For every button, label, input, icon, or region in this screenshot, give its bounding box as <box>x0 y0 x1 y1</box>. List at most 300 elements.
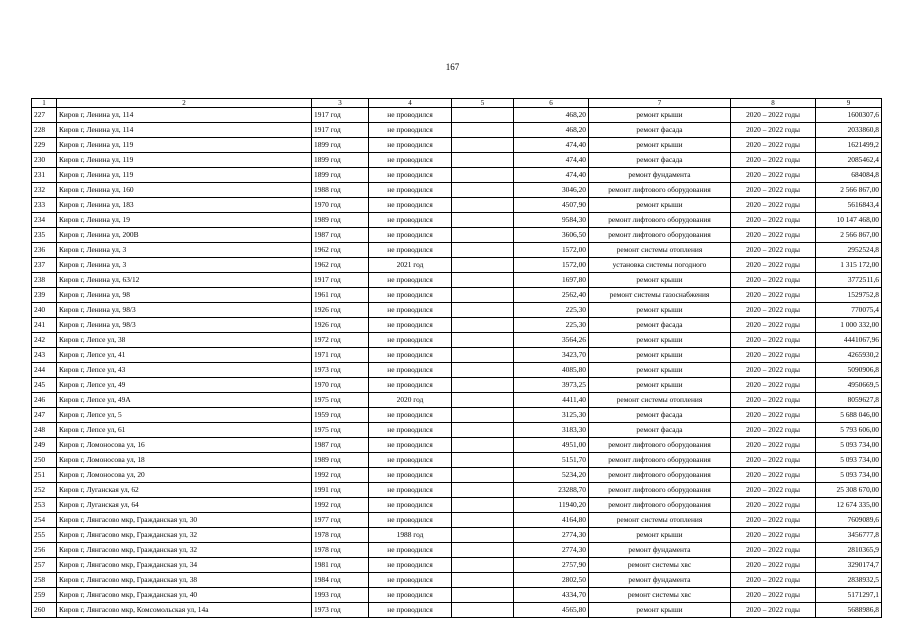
cell-last-repair-year: не проводился <box>369 303 452 318</box>
cell-area: 9584,30 <box>514 213 589 228</box>
cell-work-type: ремонт системы отопления <box>589 513 731 528</box>
cell-area: 4411,40 <box>514 393 589 408</box>
cell-address: Киров г, Ломоносова ул, 16 <box>57 438 312 453</box>
cell-empty-col <box>452 423 514 438</box>
cell-period: 2020 – 2022 годы <box>731 588 816 603</box>
cell-period: 2020 – 2022 годы <box>731 498 816 513</box>
cell-period: 2020 – 2022 годы <box>731 558 816 573</box>
cell-cost: 4441067,96 <box>816 333 882 348</box>
cell-period: 2020 – 2022 годы <box>731 393 816 408</box>
cell-last-repair-year: не проводился <box>369 588 452 603</box>
cell-address: Киров г, Ленина ул, 98/3 <box>57 318 312 333</box>
cell-address: Киров г, Ленина ул, 98/3 <box>57 303 312 318</box>
cell-build-year: 1984 год <box>312 573 369 588</box>
cell-build-year: 1899 год <box>312 153 369 168</box>
cell-empty-col <box>452 108 514 123</box>
cell-cost: 1 315 172,00 <box>816 258 882 273</box>
cell-last-repair-year: 2020 год <box>369 393 452 408</box>
cell-address: Киров г, Ломоносова ул, 20 <box>57 468 312 483</box>
cell-build-year: 1917 год <box>312 123 369 138</box>
table-row <box>32 528 882 543</box>
table-row <box>32 558 882 573</box>
cell-last-repair-year: не проводился <box>369 603 452 618</box>
cell-last-repair-year: не проводился <box>369 138 452 153</box>
cell-last-repair-year: не проводился <box>369 378 452 393</box>
cell-empty-col <box>452 573 514 588</box>
cell-empty-col <box>452 453 514 468</box>
cell-period: 2020 – 2022 годы <box>731 543 816 558</box>
cell-work-type: ремонт крыши <box>589 378 731 393</box>
cell-build-year: 1899 год <box>312 138 369 153</box>
cell-build-year: 1970 год <box>312 378 369 393</box>
cell-work-type: ремонт фасада <box>589 423 731 438</box>
cell-empty-col <box>452 468 514 483</box>
cell-period: 2020 – 2022 годы <box>731 408 816 423</box>
cell-area: 4507,90 <box>514 198 589 213</box>
cell-cost: 684084,8 <box>816 168 882 183</box>
cell-address: Киров г, Ленина ул, 200В <box>57 228 312 243</box>
cell-empty-col <box>452 153 514 168</box>
cell-area: 2774,30 <box>514 543 589 558</box>
cell-row-number: 228 <box>32 123 57 138</box>
cell-cost: 2838932,5 <box>816 573 882 588</box>
cell-area: 3423,70 <box>514 348 589 363</box>
cell-row-number: 238 <box>32 273 57 288</box>
cell-row-number: 234 <box>32 213 57 228</box>
cell-work-type: ремонт лифтового оборудования <box>589 498 731 513</box>
table-row <box>32 363 882 378</box>
table-row <box>32 183 882 198</box>
table-row <box>32 333 882 348</box>
cell-last-repair-year: не проводился <box>369 408 452 423</box>
cell-cost: 2810365,9 <box>816 543 882 558</box>
cell-cost: 5 093 734,00 <box>816 438 882 453</box>
cell-last-repair-year: не проводился <box>369 288 452 303</box>
cell-build-year: 1991 год <box>312 483 369 498</box>
table-row <box>32 108 882 123</box>
cell-row-number: 242 <box>32 333 57 348</box>
column-header-2: 2 <box>57 99 312 108</box>
cell-address: Киров г, Ленина ул, 63/12 <box>57 273 312 288</box>
table-row <box>32 513 882 528</box>
cell-work-type: ремонт системы хвс <box>589 588 731 603</box>
cell-cost: 4950669,5 <box>816 378 882 393</box>
cell-build-year: 1917 год <box>312 273 369 288</box>
cell-area: 1697,80 <box>514 273 589 288</box>
cell-address: Киров г, Ленина ул, 119 <box>57 168 312 183</box>
cell-build-year: 1993 год <box>312 588 369 603</box>
cell-row-number: 231 <box>32 168 57 183</box>
page-number: 167 <box>445 62 460 72</box>
cell-build-year: 1989 год <box>312 213 369 228</box>
cell-work-type: ремонт крыши <box>589 108 731 123</box>
cell-area: 468,20 <box>514 123 589 138</box>
cell-work-type: ремонт фасада <box>589 123 731 138</box>
cell-work-type: ремонт системы отопления <box>589 243 731 258</box>
cell-empty-col <box>452 513 514 528</box>
cell-row-number: 253 <box>32 498 57 513</box>
cell-row-number: 256 <box>32 543 57 558</box>
cell-last-repair-year: не проводился <box>369 558 452 573</box>
cell-empty-col <box>452 258 514 273</box>
column-header-3: 3 <box>312 99 369 108</box>
cell-last-repair-year: не проводился <box>369 333 452 348</box>
table-row <box>32 198 882 213</box>
cell-area: 3046,20 <box>514 183 589 198</box>
cell-area: 474,40 <box>514 168 589 183</box>
cell-build-year: 1899 год <box>312 168 369 183</box>
cell-cost: 5 688 046,00 <box>816 408 882 423</box>
cell-period: 2020 – 2022 годы <box>731 213 816 228</box>
table-row <box>32 423 882 438</box>
cell-last-repair-year: 2021 год <box>369 258 452 273</box>
cell-cost: 1600307,6 <box>816 108 882 123</box>
cell-row-number: 240 <box>32 303 57 318</box>
cell-last-repair-year: не проводился <box>369 228 452 243</box>
cell-work-type: установка системы погодного <box>589 258 731 273</box>
table-row <box>32 348 882 363</box>
registry-table <box>31 98 882 618</box>
cell-address: Киров г, Лянгасово мкр, Гражданская ул, 38 <box>57 573 312 588</box>
cell-address: Киров г, Лепсе ул, 41 <box>57 348 312 363</box>
cell-build-year: 1962 год <box>312 243 369 258</box>
cell-address: Киров г, Ленина ул, 114 <box>57 123 312 138</box>
cell-empty-col <box>452 213 514 228</box>
cell-work-type: ремонт фундамента <box>589 168 731 183</box>
cell-empty-col <box>452 438 514 453</box>
cell-address: Киров г, Лепсе ул, 5 <box>57 408 312 423</box>
cell-work-type: ремонт крыши <box>589 333 731 348</box>
cell-row-number: 244 <box>32 363 57 378</box>
column-header-8: 8 <box>731 99 816 108</box>
cell-last-repair-year: не проводился <box>369 573 452 588</box>
cell-build-year: 1987 год <box>312 228 369 243</box>
cell-address: Киров г, Ленина ул, 19 <box>57 213 312 228</box>
cell-address: Киров г, Лепсе ул, 49 <box>57 378 312 393</box>
cell-row-number: 236 <box>32 243 57 258</box>
cell-work-type: ремонт системы отопления <box>589 393 731 408</box>
cell-area: 474,40 <box>514 138 589 153</box>
cell-row-number: 239 <box>32 288 57 303</box>
cell-empty-col <box>452 528 514 543</box>
cell-last-repair-year: не проводился <box>369 348 452 363</box>
cell-work-type: ремонт лифтового оборудования <box>589 183 731 198</box>
cell-period: 2020 – 2022 годы <box>731 573 816 588</box>
cell-period: 2020 – 2022 годы <box>731 603 816 618</box>
table-row <box>32 213 882 228</box>
cell-area: 2562,40 <box>514 288 589 303</box>
cell-row-number: 229 <box>32 138 57 153</box>
cell-row-number: 257 <box>32 558 57 573</box>
cell-empty-col <box>452 318 514 333</box>
cell-cost: 3772511,6 <box>816 273 882 288</box>
table-row <box>32 453 882 468</box>
cell-last-repair-year: не проводился <box>369 498 452 513</box>
cell-period: 2020 – 2022 годы <box>731 198 816 213</box>
cell-cost: 2 566 867,00 <box>816 228 882 243</box>
cell-empty-col <box>452 588 514 603</box>
cell-work-type: ремонт лифтового оборудования <box>589 228 731 243</box>
cell-build-year: 1981 год <box>312 558 369 573</box>
cell-cost: 2 566 867,00 <box>816 183 882 198</box>
cell-period: 2020 – 2022 годы <box>731 483 816 498</box>
cell-period: 2020 – 2022 годы <box>731 423 816 438</box>
table-row <box>32 168 882 183</box>
cell-address: Киров г, Лянгасово мкр, Гражданская ул, 40 <box>57 588 312 603</box>
cell-build-year: 1959 год <box>312 408 369 423</box>
cell-address: Киров г, Ленина ул, 3 <box>57 243 312 258</box>
cell-address: Киров г, Лепсе ул, 43 <box>57 363 312 378</box>
cell-work-type: ремонт фасада <box>589 153 731 168</box>
cell-work-type: ремонт лифтового оборудования <box>589 483 731 498</box>
cell-area: 474,40 <box>514 153 589 168</box>
column-header-6: 6 <box>514 99 589 108</box>
table-row <box>32 588 882 603</box>
cell-address: Киров г, Лепсе ул, 38 <box>57 333 312 348</box>
cell-build-year: 1989 год <box>312 453 369 468</box>
cell-empty-col <box>452 393 514 408</box>
cell-build-year: 1975 год <box>312 393 369 408</box>
cell-address: Киров г, Лянгасово мкр, Гражданская ул, 34 <box>57 558 312 573</box>
cell-cost: 3290174,7 <box>816 558 882 573</box>
cell-cost: 1621499,2 <box>816 138 882 153</box>
cell-address: Киров г, Луганская ул, 64 <box>57 498 312 513</box>
cell-period: 2020 – 2022 годы <box>731 138 816 153</box>
column-header-4: 4 <box>369 99 452 108</box>
cell-work-type: ремонт лифтового оборудования <box>589 213 731 228</box>
cell-cost: 5 093 734,00 <box>816 468 882 483</box>
cell-cost: 770075,4 <box>816 303 882 318</box>
cell-row-number: 260 <box>32 603 57 618</box>
cell-area: 225,30 <box>514 318 589 333</box>
cell-work-type: ремонт крыши <box>589 363 731 378</box>
cell-row-number: 258 <box>32 573 57 588</box>
cell-work-type: ремонт системы газоснабжения <box>589 288 731 303</box>
cell-address: Киров г, Ленина ул, 98 <box>57 288 312 303</box>
cell-period: 2020 – 2022 годы <box>731 513 816 528</box>
cell-last-repair-year: не проводился <box>369 123 452 138</box>
cell-empty-col <box>452 198 514 213</box>
cell-last-repair-year: не проводился <box>369 198 452 213</box>
cell-period: 2020 – 2022 годы <box>731 348 816 363</box>
cell-last-repair-year: не проводился <box>369 153 452 168</box>
cell-address: Киров г, Лянгасово мкр, Гражданская ул, 32 <box>57 528 312 543</box>
cell-period: 2020 – 2022 годы <box>731 153 816 168</box>
table-row <box>32 603 882 618</box>
cell-cost: 1 000 332,00 <box>816 318 882 333</box>
cell-row-number: 227 <box>32 108 57 123</box>
cell-empty-col <box>452 408 514 423</box>
cell-build-year: 1962 год <box>312 258 369 273</box>
cell-period: 2020 – 2022 годы <box>731 528 816 543</box>
cell-build-year: 1978 год <box>312 543 369 558</box>
cell-work-type: ремонт лифтового оборудования <box>589 453 731 468</box>
cell-address: Киров г, Лянгасово мкр, Гражданская ул, 32 <box>57 543 312 558</box>
cell-row-number: 230 <box>32 153 57 168</box>
cell-work-type: ремонт крыши <box>589 303 731 318</box>
table-row <box>32 543 882 558</box>
cell-area: 4951,00 <box>514 438 589 453</box>
cell-address: Киров г, Ленина ул, 119 <box>57 138 312 153</box>
cell-cost: 4265930,2 <box>816 348 882 363</box>
cell-row-number: 254 <box>32 513 57 528</box>
cell-last-repair-year: не проводился <box>369 213 452 228</box>
cell-row-number: 252 <box>32 483 57 498</box>
cell-cost: 5 793 606,00 <box>816 423 882 438</box>
cell-area: 3564,26 <box>514 333 589 348</box>
cell-empty-col <box>452 273 514 288</box>
cell-row-number: 241 <box>32 318 57 333</box>
cell-address: Киров г, Ленина ул, 119 <box>57 153 312 168</box>
cell-address: Киров г, Ленина ул, 183 <box>57 198 312 213</box>
cell-area: 2774,30 <box>514 528 589 543</box>
cell-period: 2020 – 2022 годы <box>731 468 816 483</box>
table-row <box>32 153 882 168</box>
cell-empty-col <box>452 303 514 318</box>
cell-last-repair-year: не проводился <box>369 183 452 198</box>
cell-period: 2020 – 2022 годы <box>731 243 816 258</box>
cell-area: 4164,80 <box>514 513 589 528</box>
cell-work-type: ремонт крыши <box>589 348 731 363</box>
cell-work-type: ремонт крыши <box>589 273 731 288</box>
cell-cost: 5 093 734,00 <box>816 453 882 468</box>
cell-work-type: ремонт лифтового оборудования <box>589 468 731 483</box>
cell-row-number: 235 <box>32 228 57 243</box>
cell-work-type: ремонт крыши <box>589 198 731 213</box>
cell-period: 2020 – 2022 годы <box>731 183 816 198</box>
cell-cost: 10 147 468,00 <box>816 213 882 228</box>
table-row <box>32 303 882 318</box>
table-row <box>32 123 882 138</box>
cell-row-number: 233 <box>32 198 57 213</box>
cell-area: 5234,20 <box>514 468 589 483</box>
cell-period: 2020 – 2022 годы <box>731 168 816 183</box>
table-body <box>32 99 882 618</box>
cell-empty-col <box>452 348 514 363</box>
cell-empty-col <box>452 363 514 378</box>
cell-period: 2020 – 2022 годы <box>731 453 816 468</box>
cell-empty-col <box>452 123 514 138</box>
cell-address: Киров г, Ломоносова ул, 18 <box>57 453 312 468</box>
cell-area: 4565,80 <box>514 603 589 618</box>
cell-cost: 5688986,8 <box>816 603 882 618</box>
cell-last-repair-year: 1988 год <box>369 528 452 543</box>
cell-build-year: 1926 год <box>312 303 369 318</box>
cell-address: Киров г, Ленина ул, 3 <box>57 258 312 273</box>
cell-work-type: ремонт крыши <box>589 603 731 618</box>
cell-area: 2757,90 <box>514 558 589 573</box>
cell-area: 4085,80 <box>514 363 589 378</box>
cell-row-number: 246 <box>32 393 57 408</box>
cell-address: Киров г, Лянгасово мкр, Комсомольская ул, 14а <box>57 603 312 618</box>
cell-cost: 8059627,8 <box>816 393 882 408</box>
cell-cost: 3456777,8 <box>816 528 882 543</box>
cell-period: 2020 – 2022 годы <box>731 303 816 318</box>
table-row <box>32 243 882 258</box>
cell-area: 11940,20 <box>514 498 589 513</box>
cell-period: 2020 – 2022 годы <box>731 333 816 348</box>
cell-last-repair-year: не проводился <box>369 168 452 183</box>
cell-area: 23288,70 <box>514 483 589 498</box>
cell-area: 4334,70 <box>514 588 589 603</box>
cell-work-type: ремонт фундамента <box>589 543 731 558</box>
cell-row-number: 248 <box>32 423 57 438</box>
cell-empty-col <box>452 558 514 573</box>
cell-cost: 12 674 335,00 <box>816 498 882 513</box>
cell-row-number: 232 <box>32 183 57 198</box>
cell-last-repair-year: не проводился <box>369 483 452 498</box>
cell-empty-col <box>452 138 514 153</box>
cell-build-year: 1988 год <box>312 183 369 198</box>
cell-build-year: 1992 год <box>312 468 369 483</box>
cell-last-repair-year: не проводился <box>369 423 452 438</box>
cell-cost: 5171297,1 <box>816 588 882 603</box>
table-row <box>32 438 882 453</box>
cell-empty-col <box>452 333 514 348</box>
cell-last-repair-year: не проводился <box>369 273 452 288</box>
cell-area: 2802,50 <box>514 573 589 588</box>
cell-cost: 2952524,8 <box>816 243 882 258</box>
cell-build-year: 1926 год <box>312 318 369 333</box>
cell-period: 2020 – 2022 годы <box>731 288 816 303</box>
cell-row-number: 243 <box>32 348 57 363</box>
cell-empty-col <box>452 243 514 258</box>
cell-area: 1572,00 <box>514 258 589 273</box>
cell-last-repair-year: не проводился <box>369 543 452 558</box>
cell-address: Киров г, Лепсе ул, 61 <box>57 423 312 438</box>
table-row <box>32 393 882 408</box>
cell-address: Киров г, Ленина ул, 114 <box>57 108 312 123</box>
cell-period: 2020 – 2022 годы <box>731 123 816 138</box>
cell-work-type: ремонт фундамента <box>589 573 731 588</box>
cell-period: 2020 – 2022 годы <box>731 258 816 273</box>
cell-build-year: 1977 год <box>312 513 369 528</box>
cell-build-year: 1973 год <box>312 603 369 618</box>
cell-row-number: 247 <box>32 408 57 423</box>
cell-build-year: 1973 год <box>312 363 369 378</box>
table-row <box>32 408 882 423</box>
cell-row-number: 255 <box>32 528 57 543</box>
table-row <box>32 318 882 333</box>
cell-empty-col <box>452 543 514 558</box>
cell-address: Киров г, Лепсе ул, 49А <box>57 393 312 408</box>
cell-row-number: 249 <box>32 438 57 453</box>
cell-area: 3606,50 <box>514 228 589 243</box>
column-header-7: 7 <box>589 99 731 108</box>
cell-empty-col <box>452 378 514 393</box>
cell-address: Киров г, Лянгасово мкр, Гражданская ул, 30 <box>57 513 312 528</box>
cell-work-type: ремонт фасада <box>589 318 731 333</box>
cell-empty-col <box>452 288 514 303</box>
cell-build-year: 1992 год <box>312 498 369 513</box>
cell-work-type: ремонт фасада <box>589 408 731 423</box>
column-header-1: 1 <box>32 99 57 108</box>
cell-area: 225,30 <box>514 303 589 318</box>
cell-period: 2020 – 2022 годы <box>731 438 816 453</box>
cell-work-type: ремонт лифтового оборудования <box>589 438 731 453</box>
cell-empty-col <box>452 228 514 243</box>
cell-row-number: 250 <box>32 453 57 468</box>
cell-work-type: ремонт крыши <box>589 528 731 543</box>
cell-row-number: 245 <box>32 378 57 393</box>
table-row <box>32 573 882 588</box>
table-row <box>32 468 882 483</box>
table-row <box>32 498 882 513</box>
cell-cost: 5090906,8 <box>816 363 882 378</box>
table-row <box>32 138 882 153</box>
cell-last-repair-year: не проводился <box>369 438 452 453</box>
cell-empty-col <box>452 183 514 198</box>
